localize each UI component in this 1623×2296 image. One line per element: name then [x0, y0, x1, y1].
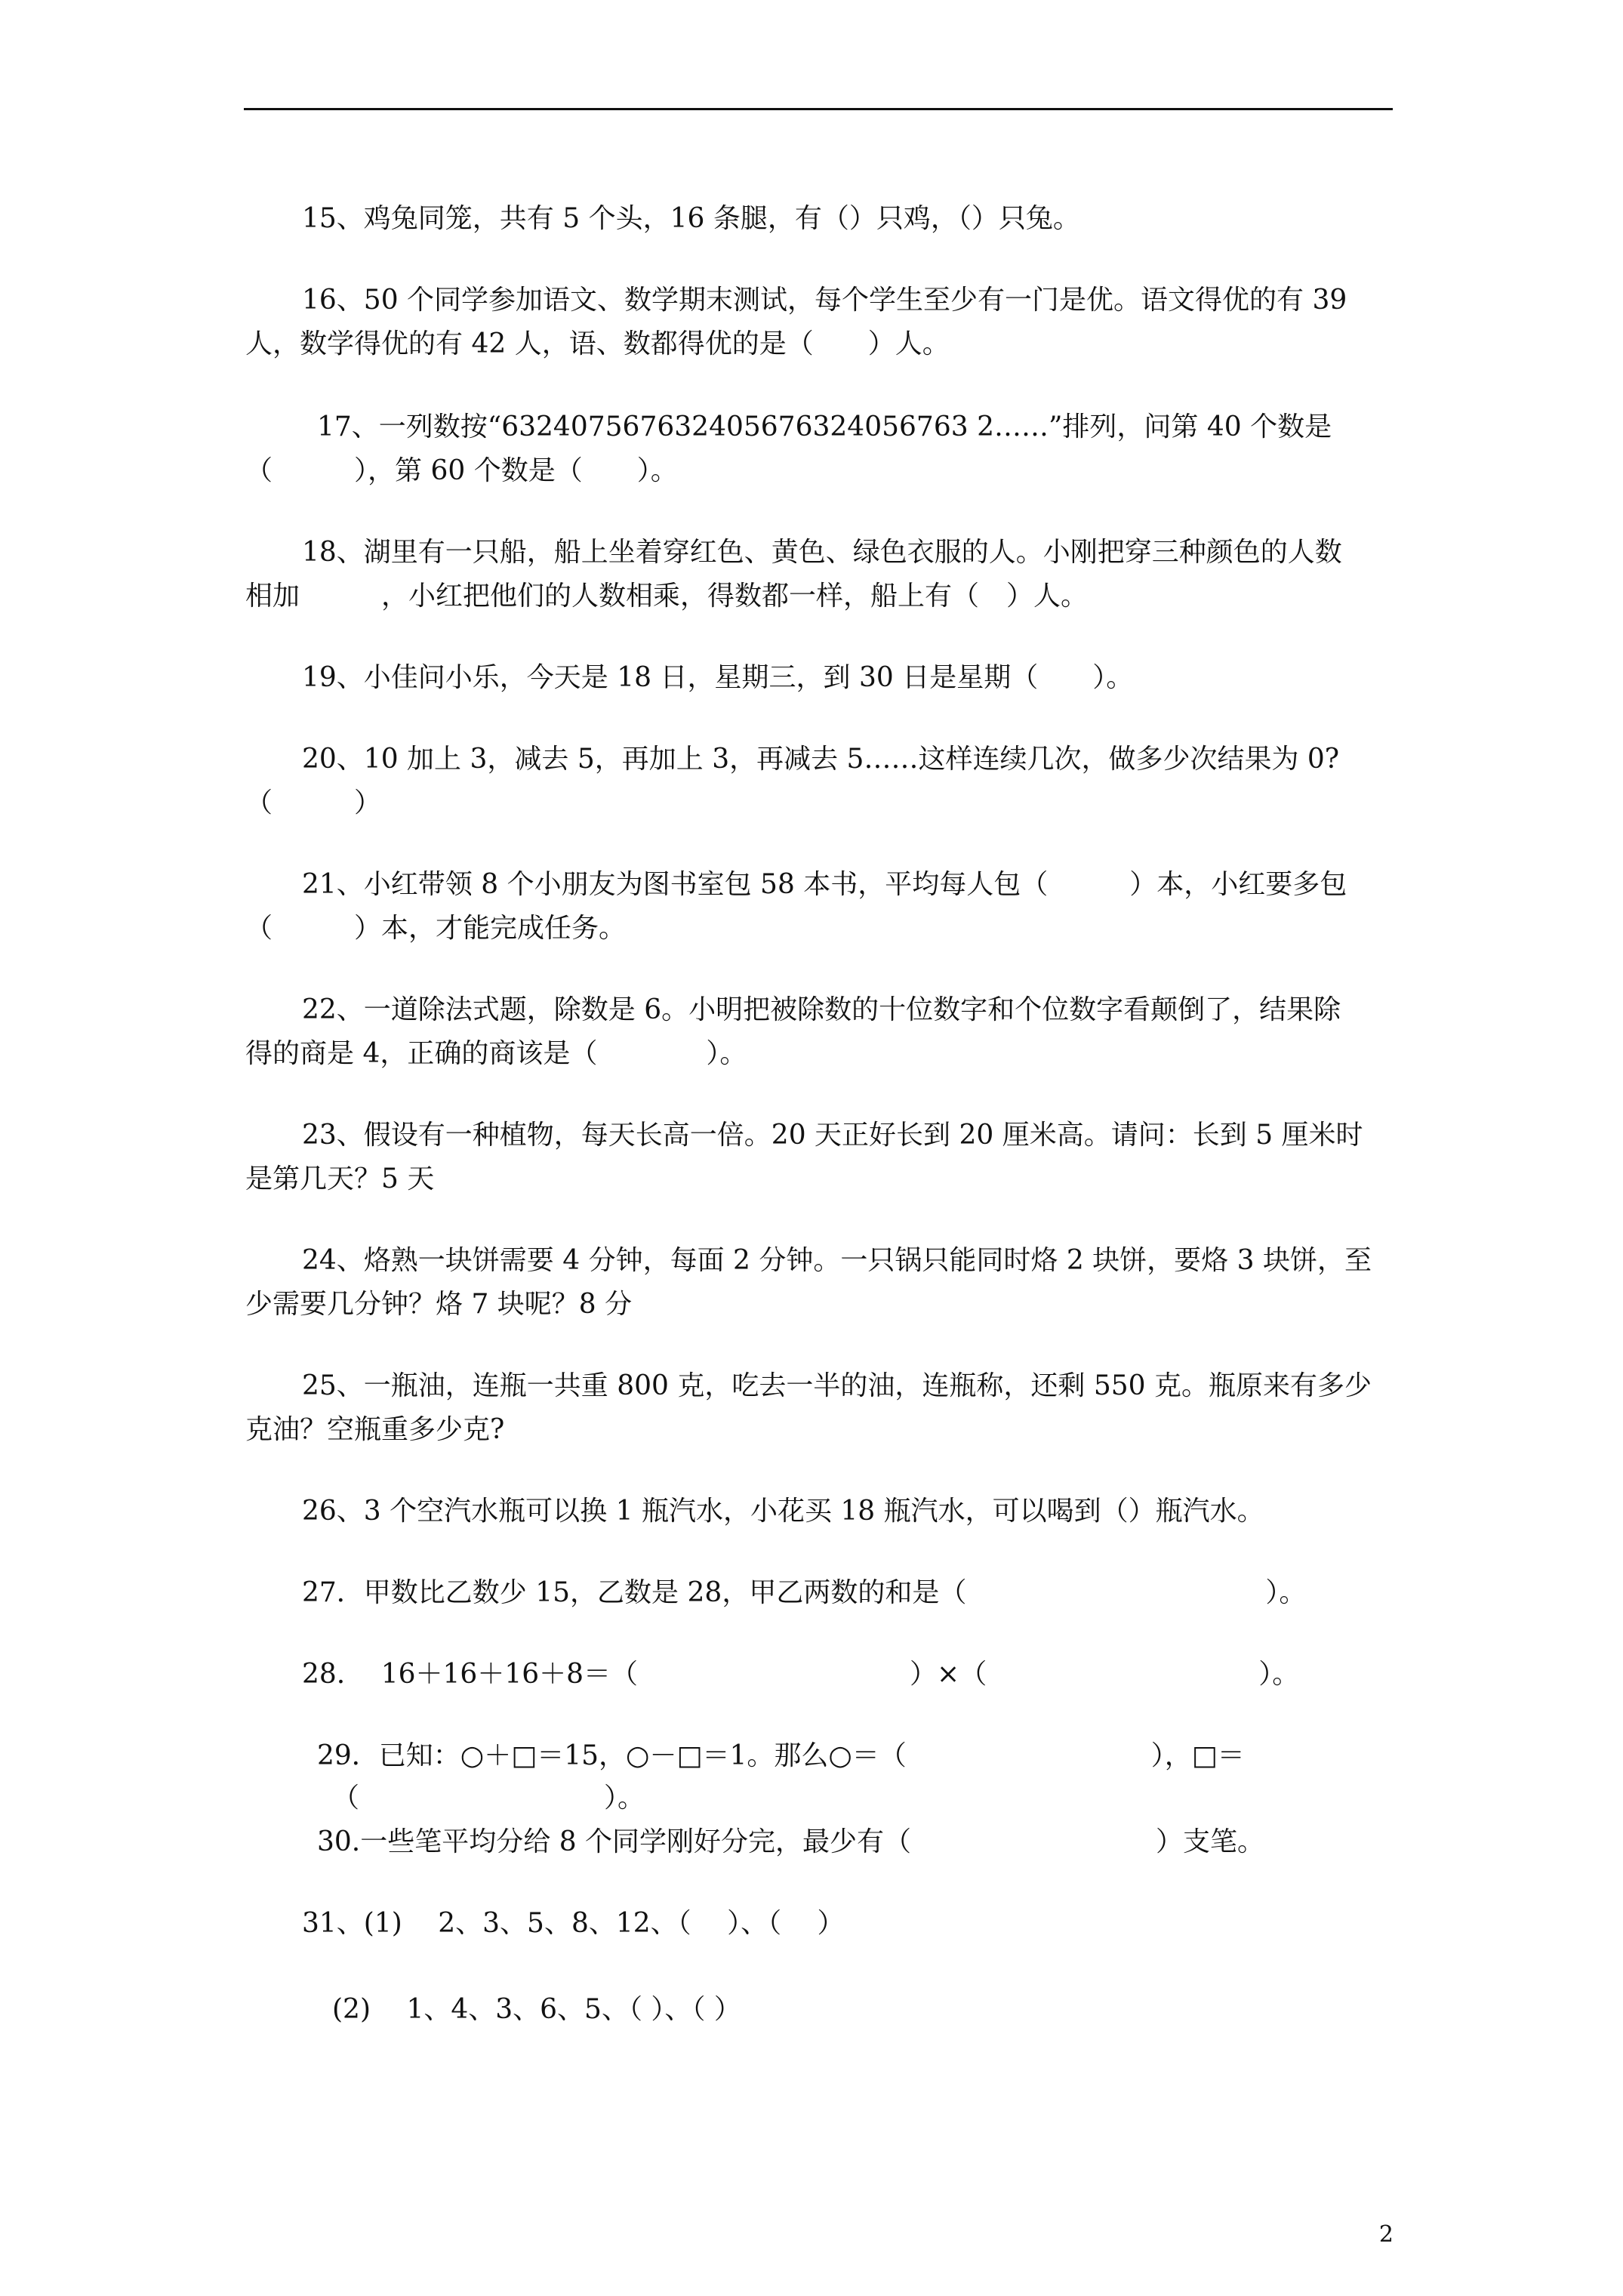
question-29-line-2: （ ）。: [332, 1783, 645, 1814]
question-31-part-2: (2) 1、4、3、6、5、（ ）、（ ）: [332, 1994, 741, 2025]
question-17-line-2: （ ），第 60 个数是（ ）。: [245, 455, 678, 486]
question-26-line-1: 26、3 个空汽水瓶可以换 1 瓶汽水，小花买 18 瓶汽水，可以喝到（）瓶汽水。: [302, 1496, 1264, 1527]
question-20-line-1: 20、10 加上 3，减去 5，再加上 3，再减去 5……这样连续几次，做多少次结果为 0?: [302, 744, 1340, 775]
question-23-line-1: 23、假设有一种植物，每天长高一倍。20 天正好长到 20 厘米高。请问：长到 5 厘米时: [302, 1120, 1363, 1151]
question-28-line-1: 28. 16＋16＋16＋8＝（ ）×（ ）。: [302, 1659, 1300, 1690]
question-22-line-2: 得的商是 4，正确的商该是（ ）。: [245, 1038, 747, 1069]
question-30-line-1: 30.一些笔平均分给 8 个同学刚好分完，最少有（ ）支笔。: [317, 1826, 1265, 1857]
question-24-line-1: 24、烙熟一块饼需要 4 分钟，每面 2 分钟。一只锅只能同时烙 2 块饼，要烙 3 块饼，至: [302, 1245, 1372, 1276]
question-25-line-1: 25、一瓶油，连瓶一共重 800 克，吃去一半的油，连瓶称，还剩 550 克。瓶原来有多少: [302, 1370, 1372, 1401]
question-18-line-1: 18、湖里有一只船，船上坐着穿红色、黄色、绿色衣服的人。小刚把穿三种颜色的人数: [302, 537, 1342, 568]
question-21-line-2: （ ）本，才能完成任务。: [245, 913, 627, 944]
question-19-line-1: 19、小佳问小乐，今天是 18 日，星期三，到 30 日是星期（ ）。: [302, 662, 1134, 693]
question-29-line-1: 29．已知：○＋□＝15，○－□＝1。那么○＝（ ），□＝: [317, 1740, 1245, 1771]
question-17-line-1: 17、一列数按“632407567632405676324056763 2……”排列，问第 40 个数是: [317, 411, 1332, 442]
question-23-line-2: 是第几天？5 天: [245, 1163, 435, 1194]
question-27-line-1: 27．甲数比乙数少 15，乙数是 28，甲乙两数的和是（ ）。: [302, 1577, 1307, 1608]
question-31-part-1: 31、(1) 2、3、5、8、12、（ ）、（ ）: [302, 1908, 845, 1939]
question-16-line-2: 人，数学得优的有 42 人，语、数都得优的是（ ）人。: [245, 328, 950, 359]
question-16-line-1: 16、50 个同学参加语文、数学期末测试，每个学生至少有一门是优。语文得优的有 39: [302, 285, 1347, 316]
question-18-line-2: 相加 ，小红把他们的人数相乘，得数都一样，船上有（ ）人。: [245, 581, 1089, 612]
page-number: 2: [1378, 2221, 1394, 2248]
question-15-line-1: 15、鸡兔同笼，共有 5 个头，16 条腿，有（）只鸡，（）只兔。: [302, 203, 1080, 234]
question-25-line-2: 克油？空瓶重多少克?: [245, 1414, 505, 1445]
question-24-line-2: 少需要几分钟？烙 7 块呢？8 分: [245, 1289, 633, 1320]
question-20-line-2: （ ）: [245, 787, 382, 818]
header-rule: [244, 108, 1393, 110]
question-22-line-1: 22、一道除法式题，除数是 6。小明把被除数的十位数字和个位数字看颠倒了，结果除: [302, 994, 1341, 1025]
question-21-line-1: 21、小红带领 8 个小朋友为图书室包 58 本书，平均每人包（ ）本，小红要多包: [302, 869, 1347, 900]
